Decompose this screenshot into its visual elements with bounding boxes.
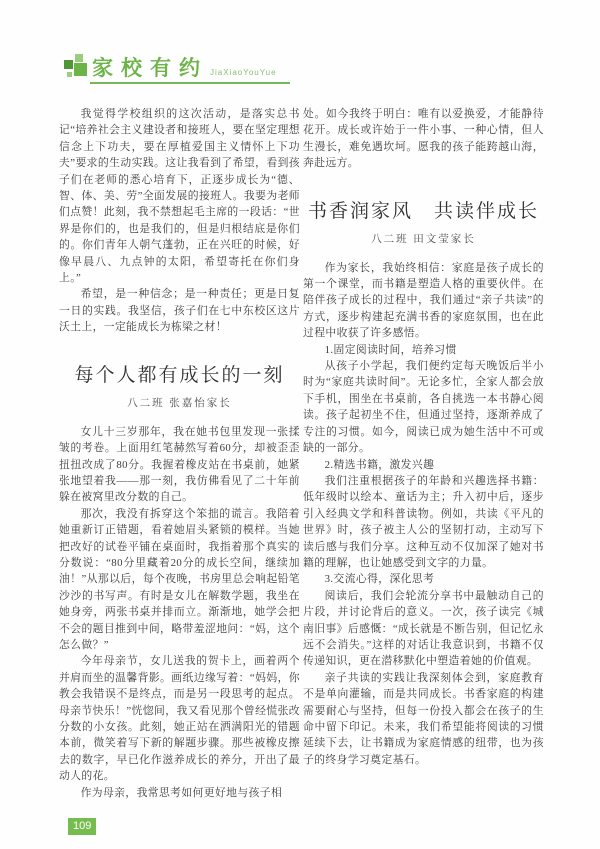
- right-column: [303, 106, 544, 768]
- page-number: 109: [68, 818, 96, 835]
- left-column: [59, 106, 300, 801]
- article1-author: 八二班 张嘉怡家长: [127, 397, 232, 409]
- section-title-pinyin: JiaXiaoYouYue: [210, 68, 277, 77]
- paragraph: 女儿十三岁那年，我在她书包里发现一张揉皱的考卷。上面用红笔赫然写着60分，却被歪歪扭扭改成了80分。我握着橡皮站在书桌前，她紧张地望着我——那一刻，我仿佛看见了二十年前躲在被窝里改分数的自己。: [59, 425, 300, 504]
- logo-square: [64, 60, 73, 69]
- article1-title: 每个人都有成长的一刻: [74, 364, 285, 386]
- paragraph: 3.交流心得，深化思考: [324, 573, 435, 586]
- brand: [92, 52, 277, 82]
- article1-continuation-paragraph: 处。如今我终于明白：唯有以爱换爱，才能静待花开。成长或许始于一件小事、一种心情，但人生漫长，难免遇坎坷。愿我的孩子能跨越山海，奔赴远方。: [303, 108, 544, 170]
- header-rule: [90, 82, 290, 84]
- paragraph: 我们注重根据孩子的年龄和兴趣选择书籍：低年级时以绘本、童话为主；升入初中后，逐步引入经典文学和科普读物。例如，共读《平凡的世界》时，孩子被主人公的坚韧打动，主动写下读后感与我们分享。这种互动不仅加深了她对书籍的理解，也让她感受到文字的力量。: [303, 474, 544, 569]
- logo-square: [74, 63, 87, 76]
- paragraph: 从孩子小学起，我们便约定每天晚饭后半小时为“家庭共读时间”。无论多忙，全家人都会放下手机，围坐在书桌前，各自挑选一本书静心阅读。孩子起初坐不住，但通过坚持，逐渐养成了专注的习惯。如今，阅读已成为她生活中不可或缺的一部分。: [303, 360, 544, 455]
- paragraph: 2.精选书籍，激发兴趣: [324, 458, 435, 471]
- intro-continuation-text: [59, 106, 300, 336]
- paragraph: 阅读后，我们会轮流分享书中最触动自己的片段，并讨论背后的意义。一次，孩子读完《城南旧事》后感慨：“成长就是不断告别，但记忆永远不会消失。”这样的对话让我意识到，书籍不仅传递知识，更在潜移默化中塑造着她的价值观。: [303, 589, 544, 668]
- section-title: 家校有约: [92, 56, 208, 80]
- page-header: [62, 52, 542, 88]
- logo-square: [75, 54, 83, 62]
- article2-title: 书香润家风 共读伴成长: [307, 200, 539, 222]
- article1-body: [59, 424, 300, 801]
- paragraph: 1.固定阅读时间，培养习惯: [324, 343, 457, 356]
- paragraph: 作为母亲，我常思考如何更好地与孩子相: [80, 786, 283, 799]
- brand-squares-icon: [62, 54, 90, 82]
- logo-square: [67, 72, 72, 77]
- article2-author: 八二班 田文莹家长: [371, 233, 476, 245]
- paragraph: 作为家长，我始终相信：家庭是孩子成长的第一个课堂，而书籍是塑造人格的重要伙伴。在陪伴孩子成长的过程中，我们通过“亲子共读”的方式，逐步构建起充满书香的家庭氛围，也在此过程中收获了许多感悟。: [303, 261, 544, 340]
- paragraph: 希望，是一种信念；是一种责任；更是日复一日的实践。我坚信，孩子们在七中东校区这片沃土上，一定能成长为栋梁之材！: [59, 288, 300, 334]
- paragraph: 那次，我没有拆穿这个笨拙的谎言。我陪着她重新订正错题，看着她眉头紧锁的模样。当她把改好的试卷平铺在桌面时，我指着那个真实的分数说：“80分里藏着20分的成长空间，继续加油！”从那以后，每个夜晚，书房里总会响起铅笔沙沙的书写声。有时是女儿在解数学题，我坐在她身旁，两张书桌并排而立。渐渐地，她学会把不会的题目推到中间，略带羞涩地问：“妈，这个怎么做？”: [59, 507, 300, 651]
- paragraph: 我觉得学校组织的这次活动，是落实总书记“培养社会主义建设者和接班人，要在坚定理想信念上下功夫，要在厚植爱国主义情怀上下功夫”要求的生动实践。这让我看到了希望，看到孩子们在老师的悉心培育下，正逐步成长为“德、智、体、美、劳”全面发展的接班人。我要为老师们点赞！此刻，我不禁想起毛主席的一段话：“世界是你们的，也是我们的，但是归根结底是你们的。你们青年人朝气蓬勃，正在兴旺的时候，好像早晨八、九点钟的太阳，希望寄托在你们身上。”: [59, 108, 300, 285]
- article2-body: [303, 260, 544, 769]
- paragraph: 亲子共读的实践让我深刻体会到，家庭教育不是单向灌输，而是共同成长。书香家庭的构建需要耐心与坚持，但每一份投入都会在孩子的生命中留下印记。未来，我们希望能将阅读的习惯延续下去，让书籍成为家庭情感的纽带，也为孩子的终身学习奠定基石。: [303, 671, 544, 766]
- paragraph: 今年母亲节，女儿送我的贺卡上，画着两个并肩而坐的温馨背影。画纸边缘写着：“妈妈，你教会我错误不是终点，而是另一段思考的起点。母亲节快乐！”恍惚间，我又看见那个曾经慌张改分数的小女孩。此刻，她正站在洒满阳光的错题本前，微笑着写下新的解题步骤。那些被橡皮擦去的数字，早已化作滋养成长的养分，开出了最动人的花。: [59, 655, 300, 783]
